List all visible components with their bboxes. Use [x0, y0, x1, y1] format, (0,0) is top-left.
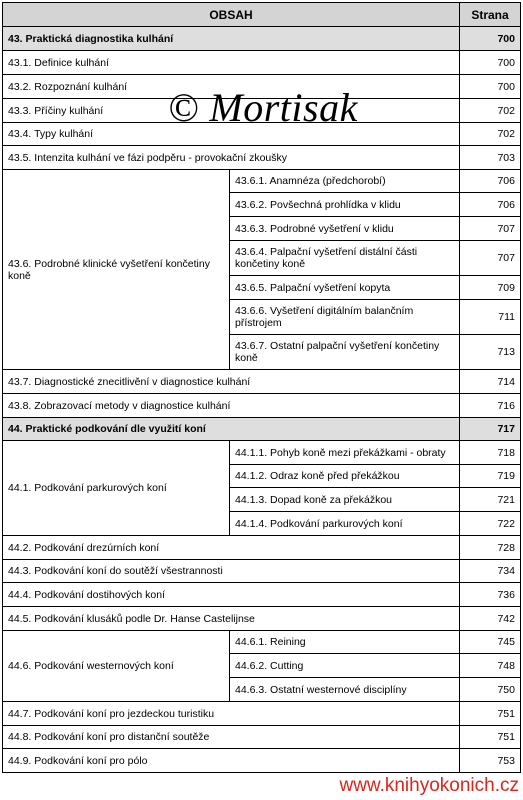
toc-row [3, 536, 521, 560]
toc-subentry-label: 43.6.1. Anamnéza (předchorobí) [230, 170, 460, 193]
toc-row [3, 146, 521, 170]
toc-entry-page: 716 [460, 394, 521, 418]
toc-row [3, 394, 521, 418]
toc-row [3, 560, 521, 583]
toc-entry-page: 706 [460, 170, 521, 193]
chapter-row [3, 418, 521, 441]
toc-entry-page: 700 [460, 27, 521, 51]
toc-entry-label: 43.6. Podrobné klinické vyšetření končetiny koně [3, 170, 230, 370]
toc-entry-label: 44. Praktické podkování dle využití koní [3, 418, 460, 441]
toc-entry-page: 751 [460, 726, 521, 749]
toc-subentry-label: 43.6.4. Palpační vyšetření distální části končetiny koně [230, 241, 460, 276]
toc-title: OBSAH [3, 3, 460, 27]
toc-entry-label: 44.1. Podkování parkurových koní [3, 441, 230, 536]
toc-entry-page: 753 [460, 749, 521, 773]
toc-entry-label: 43.5. Intenzita kulhání ve fázi podpěru - provokační zkoušky [3, 146, 460, 170]
toc-entry-page: 721 [460, 488, 521, 512]
toc-subentry-label: 43.6.2. Povšechná prohlídka v klidu [230, 193, 460, 217]
toc-entry-label: 44.9. Podkování koní pro pólo [3, 749, 460, 773]
toc-entry-page: 702 [460, 123, 521, 146]
toc-entry-page: 711 [460, 300, 521, 335]
toc-subentry-label: 44.1.1. Pohyb koně mezi překážkami - obraty [230, 441, 460, 465]
toc-entry-page: 750 [460, 678, 521, 702]
toc-entry-label: 44.6. Podkování westernových koní [3, 631, 230, 702]
toc-row [3, 607, 521, 631]
toc-row [3, 726, 521, 749]
copyright-watermark: © Mortisak [168, 85, 358, 130]
toc-entry-page: 718 [460, 441, 521, 465]
toc-row [3, 170, 521, 193]
toc-entry-page: 707 [460, 241, 521, 276]
toc-entry-page: 751 [460, 702, 521, 726]
toc-row [3, 441, 521, 465]
page-column-header: Strana [460, 3, 521, 27]
toc-subentry-label: 43.6.7. Ostatní palpační vyšetření končetiny koně [230, 335, 460, 370]
toc-entry-page: 728 [460, 536, 521, 560]
toc-subentry-label: 44.6.2. Cutting [230, 654, 460, 678]
toc-entry-label: 44.2. Podkování drezúrních koní [3, 536, 460, 560]
toc-entry-page: 700 [460, 51, 521, 75]
toc-entry-page: 703 [460, 146, 521, 170]
toc-entry-label: 44.3. Podkování koní do soutěží všestrannosti [3, 560, 460, 583]
toc-entry-page: 719 [460, 465, 521, 488]
toc-row [3, 702, 521, 726]
chapter-row [3, 27, 521, 51]
toc-subentry-label: 44.6.1. Reining [230, 631, 460, 654]
toc-entry-page: 713 [460, 335, 521, 370]
toc-subentry-label: 43.6.6. Vyšetření digitálním balančním přístrojem [230, 300, 460, 335]
toc-entry-page: 709 [460, 276, 521, 300]
toc-subentry-label: 44.1.4. Podkování parkurových koní [230, 512, 460, 536]
toc-entry-page: 706 [460, 193, 521, 217]
toc-entry-label: 43.1. Definice kulhání [3, 51, 460, 75]
toc-entry-label: 43.4. Typy kulhání [3, 123, 460, 146]
toc-entry-label: 44.7. Podkování koní pro jezdeckou turistiku [3, 702, 460, 726]
toc-entry-page: 707 [460, 217, 521, 241]
toc-entry-label: 43.7. Diagnostické znecitlivění v diagnostice kulhání [3, 370, 460, 394]
toc-entry-page: 736 [460, 583, 521, 607]
toc-entry-label: 44.5. Podkování klusáků podle Dr. Hanse Castelijnse [3, 607, 460, 631]
toc-entry-page: 745 [460, 631, 521, 654]
toc-entry-page: 702 [460, 99, 521, 123]
toc-entry-page: 748 [460, 654, 521, 678]
website-url[interactable]: www.knihyokonich.cz [339, 775, 519, 796]
toc-subentry-label: 44.1.2. Odraz koně před překážkou [230, 465, 460, 488]
toc-entry-label: 43.8. Zobrazovací metody v diagnostice kulhání [3, 394, 460, 418]
toc-subentry-label: 43.6.5. Palpační vyšetření kopyta [230, 276, 460, 300]
toc-entry-page: 700 [460, 75, 521, 99]
toc-entry-label: 43.3. Příčiny kulhání [3, 99, 460, 123]
toc-entry-page: 734 [460, 560, 521, 583]
toc-subentry-label: 43.6.3. Podrobné vyšetření v klidu [230, 217, 460, 241]
toc-row [3, 51, 521, 75]
toc-entry-page: 722 [460, 512, 521, 536]
toc-subentry-label: 44.6.3. Ostatní westernové disciplíny [230, 678, 460, 702]
toc-entry-page: 714 [460, 370, 521, 394]
toc-row [3, 749, 521, 773]
toc-row [3, 583, 521, 607]
toc-subentry-label: 44.1.3. Dopad koně za překážkou [230, 488, 460, 512]
toc-entry-page: 742 [460, 607, 521, 631]
toc-entry-label: 44.8. Podkování koní pro distanční soutěže [3, 726, 460, 749]
toc-entry-page: 717 [460, 418, 521, 441]
toc-row [3, 370, 521, 394]
toc-entry-label: 43. Praktická diagnostika kulhání [3, 27, 460, 51]
toc-entry-label: 44.4. Podkování dostihových koní [3, 583, 460, 607]
toc-header-row [3, 3, 521, 27]
toc-row [3, 631, 521, 654]
toc-entry-label: 43.2. Rozpoznání kulhání [3, 75, 460, 99]
